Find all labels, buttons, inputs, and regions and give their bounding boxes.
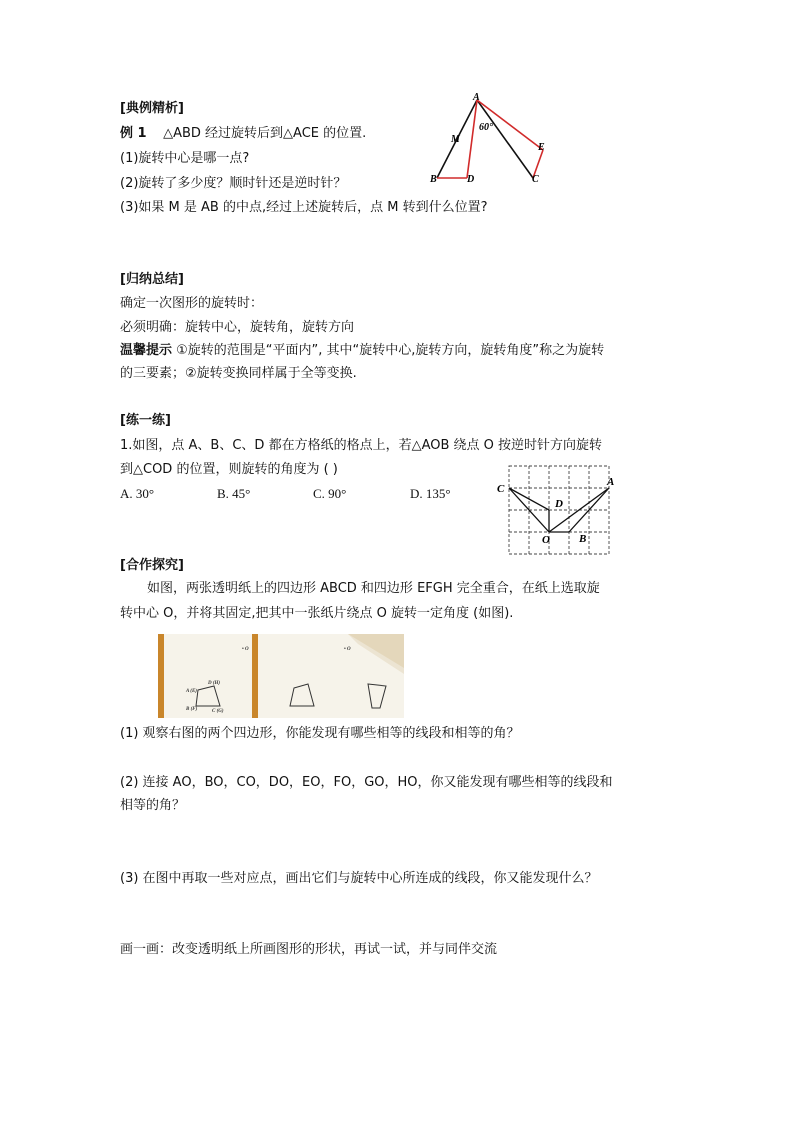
grid-rotation-figure (495, 464, 625, 558)
exploration-paragraph-2: 转中心 O，并将其固定,把其中一张纸片绕点 O 旋转一定角度 (如图). (120, 606, 514, 621)
label-m: M (451, 134, 460, 145)
option-c: C. 90° (313, 486, 347, 501)
question-2: (2)旋转了多少度？顺时针还是逆时针？ (120, 176, 347, 191)
label-d: D (467, 174, 475, 185)
grid-label-c: C (497, 483, 505, 495)
example-text: △ABD 经过旋转后到△ACE 的位置. (163, 126, 367, 141)
question-1: (1)旋转中心是哪一点? (120, 151, 250, 166)
photo-label-c: C (G) (212, 709, 224, 714)
practice-question-line-2: 到△COD 的位置，则旋转的角度为 ( ) (120, 462, 338, 477)
photo-label-b: B (F) (186, 707, 198, 712)
dashed-grid (509, 466, 609, 554)
tip-line-2: 的三要素；②旋转变换同样属于全等变换. (120, 366, 357, 381)
summary-line-2: 必须明确：旋转中心，旋转角，旋转方向 (120, 320, 355, 335)
exploration-paragraph-1: 如图，两张透明纸上的四边形 ABCD 和四边形 EFGH 完全重合，在纸上选取旋 (147, 581, 600, 596)
practice-question-line-1: 1.如图，点 A、B、C、D 都在方格纸的格点上，若△AOB 绕点 O 按逆时针方向旋转 (120, 438, 603, 453)
photo-label-a: A (E) (186, 689, 197, 694)
heading-example-analysis: [典例精析] (120, 101, 184, 116)
paper-edge-left (158, 634, 164, 718)
label-a: A (473, 92, 480, 103)
question-3: (3)如果 M 是 AB 的中点,经过上述旋转后，点 M 转到什么位置? (120, 200, 488, 215)
label-c: C (532, 174, 539, 185)
label-b: B (430, 174, 437, 185)
photo-label-d: D (H) (208, 681, 221, 686)
draw-activity: 画一画：改变透明纸上所画图形的形状，再试一试，并与同伴交流 (120, 942, 498, 957)
segment-ac (477, 100, 533, 178)
grid-label-o: O (542, 534, 550, 546)
option-b: B. 45° (217, 486, 251, 501)
option-a: A. 30° (120, 486, 155, 501)
grid-label-a: A (607, 476, 615, 488)
photo-label-o-left: • O (242, 647, 249, 652)
exploration-question-2-line-1: (2) 连接 AO，BO，CO，DO，EO，FO，GO，HO，你又能发现有哪些相等的线段和 (120, 775, 613, 790)
tip-label: 温馨提示 (120, 343, 173, 358)
label-e: E (538, 142, 545, 153)
heading-practice: [练一练] (120, 413, 171, 428)
example-label: 例 1 (120, 126, 147, 141)
example-1-line (120, 126, 366, 142)
option-d: D. 135° (410, 486, 451, 501)
heading-summary: [归纳总结] (120, 272, 184, 287)
exploration-question-3: (3) 在图中再取一些对应点，画出它们与旋转中心所连成的线段，你又能发现什么？ (120, 871, 598, 886)
label-angle-60: 60° (479, 122, 493, 133)
summary-line-1: 确定一次图形的旋转时： (120, 296, 264, 311)
transparent-paper-photo (158, 634, 404, 718)
tip-text: ①旋转的范围是“平面内”, 其中“旋转中心,旋转方向，旋转角度”称之为旋转 (176, 343, 605, 358)
grid-label-d: D (555, 498, 563, 510)
heading-cooperative-exploration: [合作探究] (120, 558, 184, 573)
rotation-triangle-figure (425, 94, 555, 190)
paper-edge-middle (252, 634, 258, 718)
photo-label-o-right: • O (344, 647, 351, 652)
exploration-question-2-line-2: 相等的角？ (120, 798, 186, 813)
exploration-question-1: (1) 观察右图的两个四边形，你能发现有哪些相等的线段和相等的角？ (120, 726, 520, 741)
segment-ad (467, 100, 477, 178)
tip-line-1 (120, 343, 604, 359)
grid-label-b: B (579, 533, 587, 545)
